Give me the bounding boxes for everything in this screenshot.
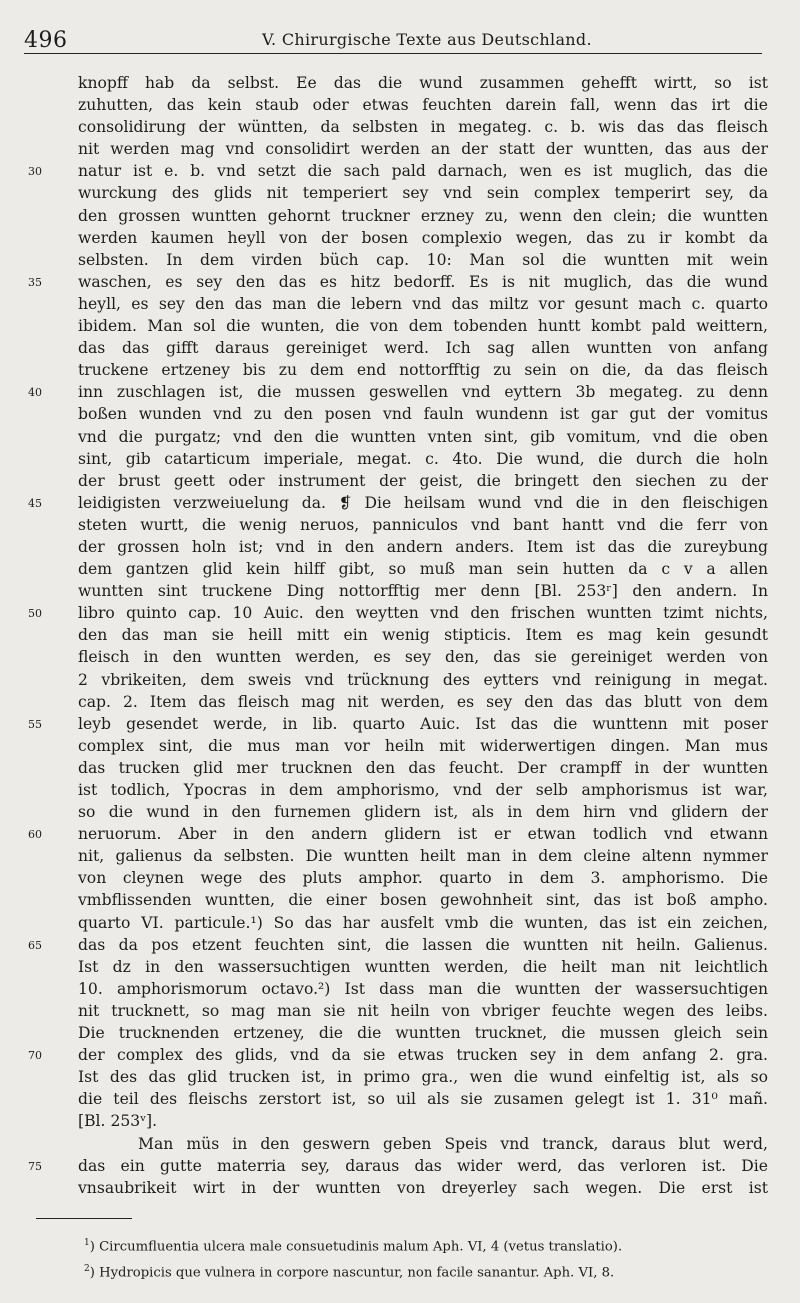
text-line xyxy=(78,1177,768,1199)
text-line xyxy=(78,735,768,757)
text-line xyxy=(78,646,768,668)
line-text: sint, gib catarticum imperiale, megat. c. 4to. Die wund, die durch die holn xyxy=(78,449,768,468)
line-text: Ist des das glid trucken ist, in primo gra., wen die wund einfeltig ist, als so xyxy=(78,1068,768,1087)
line-text: fleisch in den wuntten werden, es sey den, das sie gereiniget werden von xyxy=(78,648,768,667)
line-text: neruorum. Aber in den andern glidern ist er etwan todlich vnd etwann xyxy=(78,825,768,844)
line-text: die teil des fleischs zerstort ist, so uil als sie zusamen gelegt ist 1. 31⁰ mañ. xyxy=(78,1090,768,1109)
line-number: 35 xyxy=(28,275,42,289)
text-line xyxy=(78,536,768,558)
line-text: truckene ertzeney bis zu dem end nottorfftig zu sein on die, da das fleisch xyxy=(78,361,768,380)
line-text: vnd die purgatz; vnd den die wuntten vnten sint, gib vomitum, vnd die oben xyxy=(78,427,768,446)
line-text: den das man sie heill mitt ein wenig stipticis. Item es mag kein gesundt xyxy=(78,626,768,645)
line-text: nit, galienus da selbsten. Die wuntten heilt man in dem cleine altenn nymmer xyxy=(78,847,768,866)
text-line xyxy=(28,1155,768,1177)
text-line xyxy=(78,1022,768,1044)
footnote-text: Hydropicis que vulnera in corpore nascuntur, non facile sanantur. Aph. VI, 8. xyxy=(99,1265,615,1281)
text-line xyxy=(78,956,768,978)
line-text: der complex des glids, vnd da sie etwas trucken sey in dem anfang 2. gra. xyxy=(78,1046,768,1065)
line-text: knopff hab da selbst. Ee das die wund zusammen gehefft wirtt, so ist xyxy=(78,74,768,92)
line-text: der grossen holn ist; vnd in den andern anders. Item ist das die zureybung xyxy=(78,537,768,556)
line-text: der brust geett oder instrument der geist, die bringett den siechen zu der xyxy=(78,471,768,490)
text-line xyxy=(28,602,768,624)
text-line xyxy=(28,823,768,845)
line-text: dem gantzen glid kein hilff gibt, so muß man sein hutten da c v a allen xyxy=(78,560,768,579)
text-line xyxy=(78,1088,768,1110)
line-text: heyll, es sey den das man die lebern vnd das miltz vor gesunt mach c. quarto xyxy=(78,294,768,313)
line-text: leyb gesendet werde, in lib. quarto Auic. Ist das die wunttenn mit poser xyxy=(78,714,768,733)
line-number: 70 xyxy=(28,1049,42,1063)
line-text: Ist dz in den wassersuchtigen wuntten werden, die heilt man nit leichtlich xyxy=(78,957,768,976)
text-line xyxy=(78,205,768,227)
line-text: Man müs in den geswern geben Speis vnd tranck, daraus blut werd, xyxy=(138,1134,768,1153)
line-text: das trucken glid mer trucknen den das feucht. Der crampff in der wuntten xyxy=(78,758,768,777)
line-text: selbsten. In dem virden büch cap. 10: Man sol die wuntten mit wein xyxy=(78,250,768,269)
line-text: waschen, es sey den das es hitz bedorff. Es is nit muglich, das die wund xyxy=(78,272,768,291)
text-line xyxy=(78,1110,768,1132)
text-line xyxy=(78,470,768,492)
text-line xyxy=(78,315,768,337)
text-line xyxy=(78,448,768,470)
line-text: das das gifft daraus gereiniget werd. Ich sag allen wuntten von anfang xyxy=(78,339,768,358)
line-text: cap. 2. Item das fleisch mag nit werden, es sey den das das blutt von dem xyxy=(78,692,768,711)
footnote-text: Circumfluentia ulcera male consuetudinis malum Aph. VI, 4 (vetus translatio). xyxy=(99,1239,623,1255)
line-number: 65 xyxy=(28,938,42,952)
line-text: nit trucknett, so mag man sie nit heiln von vbriger feuchte wegen des leibs. xyxy=(78,1001,768,1020)
header-rule xyxy=(24,53,762,54)
line-number: 40 xyxy=(28,386,42,400)
text-line xyxy=(28,1044,768,1066)
text-line xyxy=(78,889,768,911)
text-line xyxy=(78,691,768,713)
footnote xyxy=(84,1232,724,1258)
text-line xyxy=(28,934,768,956)
line-text: ibidem. Man sol die wunten, die von dem tobenden huntt kombt pald weittern, xyxy=(78,317,768,336)
text-line xyxy=(78,779,768,801)
body-text xyxy=(28,72,768,1199)
text-line xyxy=(78,912,768,934)
text-line xyxy=(78,227,768,249)
text-line xyxy=(78,1133,768,1155)
line-number: 45 xyxy=(28,496,42,510)
line-text: consolidirung der wüntten, da selbsten in megateg. c. b. wis das das fleisch xyxy=(78,118,768,137)
footnote-rule xyxy=(36,1218,132,1219)
line-text: nit werden mag vnd consolidirt werden an der statt der wuntten, das aus der xyxy=(78,140,768,159)
text-line xyxy=(78,72,768,94)
text-line xyxy=(78,337,768,359)
line-number: 55 xyxy=(28,717,42,731)
footnote-mark: 2 xyxy=(84,1264,90,1275)
text-line xyxy=(78,94,768,116)
footnotes xyxy=(84,1232,724,1285)
footnote-paren: ) xyxy=(89,1265,100,1281)
line-text: ist todlich, Ypocras in dem amphorismo, vnd der selb amphorismus ist war, xyxy=(78,781,768,799)
text-line xyxy=(78,293,768,315)
text-line xyxy=(28,492,768,514)
text-line xyxy=(78,801,768,823)
line-text: zuhutten, das kein staub oder etwas feuchten darein fall, wenn das irt die xyxy=(78,96,768,115)
line-text: complex sint, die mus man vor heiln mit widerwertigen dingen. Man mus xyxy=(78,736,768,755)
line-text: steten wurtt, die wenig neruos, panniculos vnd bant hantt vnd die ferr von xyxy=(78,515,768,534)
line-number: 30 xyxy=(28,165,42,179)
line-number: 60 xyxy=(28,828,42,842)
line-text: so die wund in den furnemen glidern ist, als in dem hirn vnd glidern der xyxy=(78,803,768,822)
text-line xyxy=(78,403,768,425)
line-text: quarto VI. particule.¹) So das har ausfelt vmb die wunten, das ist ein zeichen, xyxy=(78,913,768,932)
line-text: [Bl. 253ᵛ]. xyxy=(78,1112,158,1131)
line-text: den grossen wuntten gehornt truckner erzney zu, wenn den clein; die wuntten xyxy=(78,206,768,225)
page-header xyxy=(24,22,780,53)
line-text: Die trucknenden ertzeney, die die wuntten trucknet, die mussen gleich sein xyxy=(78,1024,768,1043)
text-line xyxy=(78,580,768,602)
line-text: das ein gutte materria sey, daraus das wider werd, das verloren ist. Die xyxy=(78,1156,768,1175)
line-text: das da pos etzent feuchten sint, die lassen die wuntten nit heiln. Galienus. xyxy=(78,935,768,954)
footnote xyxy=(84,1258,724,1284)
line-text: libro quinto cap. 10 Auic. den weytten vnd den frischen wuntten tzimt nichts, xyxy=(78,604,768,623)
line-text: werden kaumen heyll von der bosen complexio wegen, das zu ir kombt da xyxy=(78,228,768,247)
line-text: von cleynen wege des pluts amphor. quarto in dem 3. amphorismo. Die xyxy=(78,869,768,888)
footnote-paren: ) xyxy=(89,1239,100,1255)
line-text: wuntten sint truckene Ding nottorfftig mer denn [Bl. 253ʳ] den andern. In xyxy=(78,582,768,601)
text-line xyxy=(78,1066,768,1088)
line-text: 10. amphorismorum octavo.²) Ist dass man die wuntten der wassersuchtigen xyxy=(78,979,768,998)
footnote-mark: 1 xyxy=(84,1238,90,1248)
text-line xyxy=(28,381,768,403)
text-line xyxy=(78,138,768,160)
text-line xyxy=(78,514,768,536)
line-text: inn zuschlagen ist, die mussen geswellen vnd eyttern 3b megateg. zu denn xyxy=(78,383,768,402)
text-line xyxy=(78,182,768,204)
text-line xyxy=(78,558,768,580)
line-text: leidigisten verzweiuelung da. ❡ Die heilsam wund vnd die in den fleischigen xyxy=(78,493,768,512)
page-number: 496 xyxy=(24,28,68,53)
line-text: 2 vbrikeiten, dem sweis vnd trücknung des eytters vnd reinigung in megat. xyxy=(78,670,768,689)
text-line xyxy=(28,271,768,293)
text-line xyxy=(78,116,768,138)
line-text: vnsaubrikeit wirt in der wuntten von dreyerley sach wegen. Die erst ist xyxy=(78,1178,768,1197)
text-line xyxy=(28,160,768,182)
text-line xyxy=(78,1000,768,1022)
text-line xyxy=(78,757,768,779)
line-text: wurckung des glids nit temperiert sey vnd sein complex temperirt sey, da xyxy=(78,184,768,203)
text-line xyxy=(78,359,768,381)
text-line xyxy=(28,713,768,735)
line-text: boßen wunden vnd zu den posen vnd fauln wundenn ist gar gut der vomitus xyxy=(78,405,768,424)
text-line xyxy=(78,426,768,448)
text-line xyxy=(78,978,768,1000)
text-line xyxy=(78,249,768,271)
line-text: natur ist e. b. vnd setzt die sach pald darnach, wen es ist muglich, das die xyxy=(78,162,768,181)
line-number: 75 xyxy=(28,1159,42,1173)
line-text: vmbflissenden wuntten, die einer bosen gewohnheit sint, das ist boß ampho. xyxy=(78,891,768,910)
text-line xyxy=(78,867,768,889)
running-title: V. Chirurgische Texte aus Deutschland. xyxy=(262,30,592,49)
text-line xyxy=(78,669,768,691)
text-line xyxy=(78,624,768,646)
line-number: 50 xyxy=(28,607,42,621)
text-line xyxy=(78,845,768,867)
